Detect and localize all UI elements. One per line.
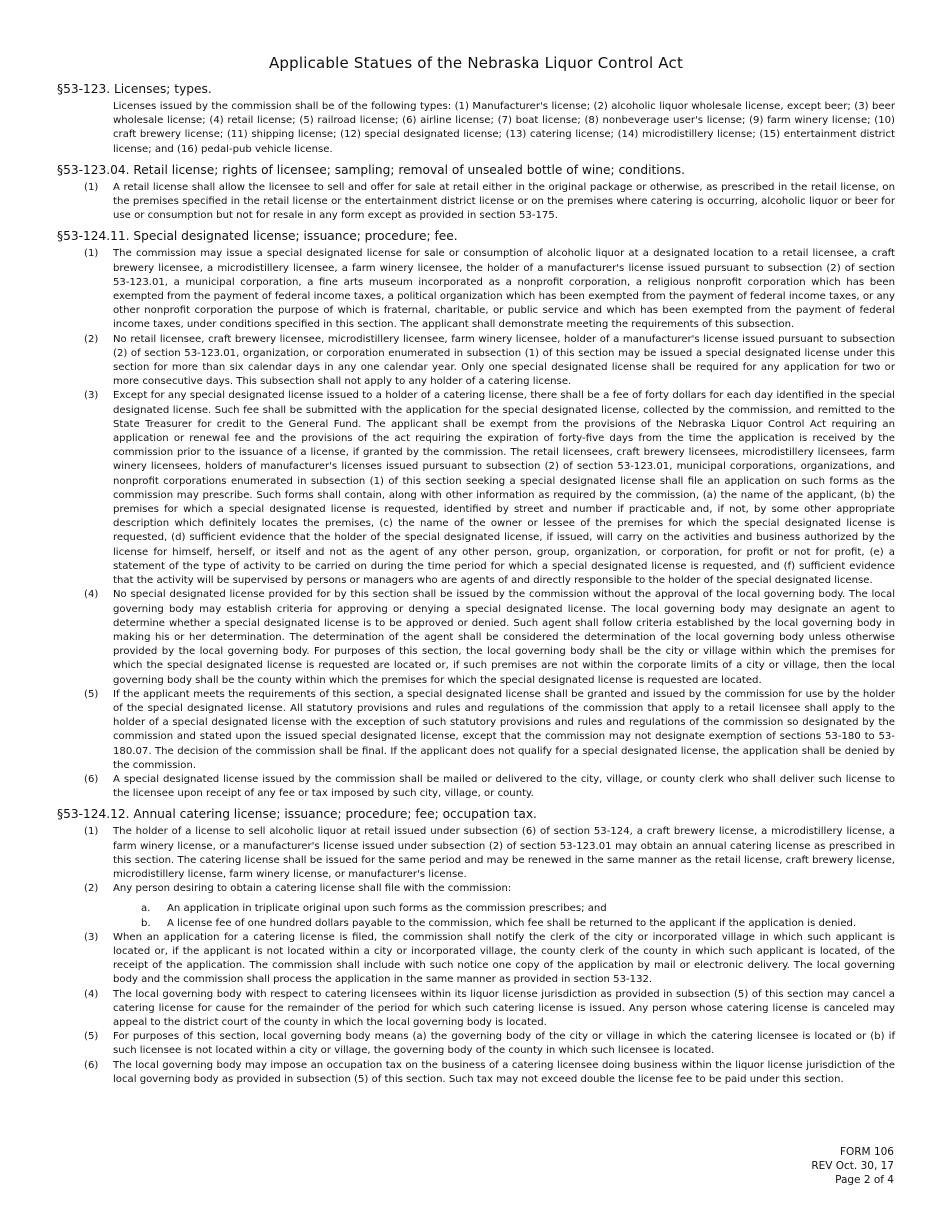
subsection-text: If the applicant meets the requirements of this section, a special designated license shall be granted and issued by the commission for use by the holder of the special designated license. All statutory provisions and rules and regulations of the commission that apply to a retail licensee shall apply to the holder of a special designated license with the exception of such statutory provisions and rules and regulations of the commission so designated by the commission and stated upon the issued special designated license, except that the commission may not designate exemption of sections 53-180 to 53-180.07. The decision of the commission shall be final. If the applicant does not qualify for a special designated license, the application shall be denied by the commission. — [113, 688, 895, 771]
subsection-text: No retail licensee, craft brewery licensee, microdistillery licensee, farm winery licensee, holder of a manufacturer's license issued pursuant to subsection (2) of section 53-123.01, organization, or corporation enumerated in subsection (1) of this section may be issued a special designated license under this section for more than six calendar days in any one calendar year. Only one special designated license shall be required for any application for two or more consecutive days. This subsection shall not apply to any holder of a catering license. — [113, 333, 895, 388]
section-heading: §53-124.11. Special designated license; issuance; procedure; fee. — [57, 229, 458, 244]
subsection-item — [57, 825, 895, 882]
sub-subsection-item — [57, 917, 895, 931]
subsection-item — [57, 247, 895, 332]
subsection-item — [57, 882, 895, 896]
subsection-item — [57, 181, 895, 224]
sub-subsection-letter: a. — [141, 903, 151, 915]
sub-subsection-item — [57, 902, 895, 916]
subsection-list — [57, 181, 895, 224]
subsection-number: (6) — [84, 1059, 99, 1071]
subsection-item — [57, 931, 895, 988]
subsection-number: (1) — [84, 181, 99, 193]
subsection-text: The local governing body may impose an occupation tax on the business of a catering licensee doing business within the liquor license jurisdiction of the local governing body as provided in subsection (5) of this section. Such tax may not exceed double the license fee to be paid under this section. — [113, 1059, 895, 1085]
subsection-text: Except for any special designated license issued to a holder of a catering license, there shall be a fee of forty dollars for each day identified in the special designated license. Such fee shall be submitted with the application for the special designated license, collected by the commission, and remitted to the State Treasurer for credit to the General Fund. The applicant shall be exempt from the provisions of the Nebraska Liquor Control Act requiring an application or renewal fee and the provisions of the act requiring the expiration of forty-five days from the time the application is received by the commission prior to the issuance of a license, if granted by the commission. The retail licensees, craft brewery licensees, microdistillery licensees, farm winery licensees, holders of manufacturer's licenses issued pursuant to subsection (2) of section 53-123.01, municipal corporations, organizations, and nonprofit corporations enumerated in subsection (1) of this section seeking a special designated license shall file an application on such forms as the commission may prescribe. Such forms shall contain, along with other information as required by the commission, (a) the name of the applicant, (b) the premises for which a special designated license is requested, identified by street and number if practicable and, if not, by some other appropriate description which definitely locates the premises, (c) the name of the owner or lessee of the premises for which the special designated license is requested, (d) sufficient evidence that the holder of the special designated license, if issued, will carry on the activities and business authorized by the license for himself, herself, or itself and not as the agent of any other person, group, organization, or corporation, for profit or not for profit, (e) a statement of the type of activity to be carried on during the time period for which a special designated license is requested, and (f) sufficient evidence that the activity will be supervised by persons or managers who are agents of and directly responsible to the holder of the special designated license. — [113, 390, 895, 587]
subsection-text: A special designated license issued by the commission shall be mailed or delivered to the city, village, or county clerk who shall deliver such license to the licensee upon receipt of any fee or tax imposed by such city, village, or county. — [113, 773, 895, 800]
subsection-number: (3) — [84, 390, 99, 402]
form-number: FORM 106 — [839, 1146, 894, 1158]
section-text: Licenses issued by the commission shall be of the following types: (1) Manufacturer's license; (2) alcoholic liquor wholesale license, except beer; (3) beer wholesale license; (4) retail license; (5) railroad license; (6) airline license; (7) boat license; (8) nonbeverage user's license; (9) farm winery license; (10) craft brewery license; (11) shipping license; (12) special designated license; (13) catering license; (14) microdistillery license; (15) entertainment district license; and (16) pedal-pub vehicle license. — [113, 101, 895, 155]
subsection-number: (6) — [84, 773, 99, 785]
subsection-number: (2) — [84, 333, 99, 345]
subsection-number: (2) — [84, 883, 99, 895]
sub-subsection-letter: b. — [141, 917, 151, 929]
sub-subsection-text: An application in triplicate original upon such forms as the commission prescribes; and — [167, 903, 607, 915]
subsection-number: (1) — [84, 248, 99, 260]
subsection-text: Any person desiring to obtain a catering license shall file with the commission: — [113, 883, 512, 895]
subsection-text: For purposes of this section, local governing body means (a) the governing body of the city or village in which the catering licensee is located or (b) if such licensee is not located within a city or village, the governing body of the county in which such licensee is located. — [113, 1031, 895, 1057]
subsection-number: (1) — [84, 826, 99, 838]
subsection-item — [57, 1030, 895, 1058]
subsection-text: When an application for a catering license is filed, the commission shall notify the clerk of the city or incorporated village in which such applicant is located or, if the applicant is not located within a city or incorporated village, the county clerk of the county in which such applicant is located, of the receipt of the application. The commission shall include with such notice one copy of the application by mail or electronic delivery. The local governing body and the commission shall process the application in the same manner as provided in section 53-132. — [113, 931, 895, 986]
subsection-number: (3) — [84, 931, 99, 943]
section-heading: §53-123. Licenses; types. — [57, 82, 212, 96]
subsection-item — [57, 1059, 895, 1087]
subsection-item — [57, 688, 895, 773]
subsection-text: The holder of a license to sell alcoholic liquor at retail issued under subsection (6) of section 53-124, a craft brewery license, a microdistillery license, a farm winery license, or a manufacturer's license issued under subsection (2) of section 53-123.01 may obtain an annual catering license as prescribed in this section. The catering license shall be issued for the same period and may be renewed in the same manner as the retail license, craft brewery license, microdistillery license, farm winery license, or manufacturer's license. — [113, 826, 895, 880]
statute-section — [57, 229, 895, 801]
subsection-list — [57, 247, 895, 801]
subsection-number: (5) — [84, 688, 99, 700]
statute-section — [57, 82, 895, 157]
subsection-list — [57, 825, 895, 896]
sub-subsection-text: A license fee of one hundred dollars payable to the commission, which fee shall be returned to the applicant if the application is denied. — [167, 917, 857, 929]
revision-date: REV Oct. 30, 17 — [811, 1160, 894, 1172]
subsection-number: (5) — [84, 1031, 99, 1043]
statute-section — [57, 163, 895, 224]
subsection-text: No special designated license provided for by this section shall be issued by the commission without the approval of the local governing body. The local governing body may establish criteria for approving or denying a special designated license. The local governing body may designate an agent to determine whether a special designated license is to be approved or denied. Such agent shall follow criteria established by the local governing body in making his or her determination. The determination of the agent shall be considered the determination of the local governing body unless otherwise provided by the local governing body. For purposes of this section, the local governing body shall be the city or village within which the premises for which the special designated license is requested are located or, if such premises are not within the corporate limits of a city or village, then the local governing body shall be the county within which the premises for which the special designated license is requested are located. — [113, 589, 895, 686]
subsection-item — [57, 988, 895, 1031]
document-page — [57, 54, 895, 1093]
sub-subsection-list — [57, 902, 895, 930]
subsection-list — [57, 931, 895, 1087]
section-heading: §53-123.04. Retail license; rights of licensee; sampling; removal of unsealed bottle of wine; conditions. — [57, 162, 686, 177]
subsection-item — [57, 773, 895, 801]
subsection-text: The commission may issue a special designated license for sale or consumption of alcoholic liquor at a designated location to a retail licensee, a craft brewery licensee, a microdistillery licensee, a farm winery licensee, the holder of a manufacturer's license issued pursuant to subsection (2) of section 53-123.01, a municipal corporation, a fine arts museum incorporated as a nonprofit corporation, a religious nonprofit corporation which has been exempted from the payment of federal income taxes, a political organization which has been exempted from the payment of federal income taxes, or any other nonprofit corporation the purpose of which is fraternal, charitable, or public service and which has been exempted from the payment of federal income taxes, under conditions specified in this section. The applicant shall demonstrate meeting the requirements of this subsection. — [113, 248, 895, 331]
form-footer — [811, 1145, 894, 1187]
subsection-number: (4) — [84, 988, 99, 1000]
subsection-item — [57, 588, 895, 687]
page-number: Page 2 of 4 — [835, 1174, 894, 1186]
subsection-item — [57, 333, 895, 390]
subsection-text: A retail license shall allow the licensee to sell and offer for sale at retail either in the original package or otherwise, as prescribed in the retail license, on the premises specified in the retail license or the entertainment district license or on the premises where catering is occurring, alcoholic liquor or beer for use or consumption but not for resale in any form except as provided in section 53-175. — [113, 181, 895, 222]
statute-section — [57, 807, 895, 1087]
subsection-item — [57, 389, 895, 588]
subsection-text: The local governing body with respect to catering licensees within its liquor license jurisdiction as provided in subsection (5) of this section may cancel a catering license for cause for the remainder of the period for which such catering license is issued. Any person whose catering license is canceled may appeal to the district court of the county in which the local governing body is located. — [113, 988, 895, 1028]
section-heading: §53-124.12. Annual catering license; issuance; procedure; fee; occupation tax. — [57, 807, 537, 822]
document-title: Applicable Statues of the Nebraska Liquor Control Act — [268, 54, 684, 72]
subsection-number: (4) — [84, 589, 99, 601]
